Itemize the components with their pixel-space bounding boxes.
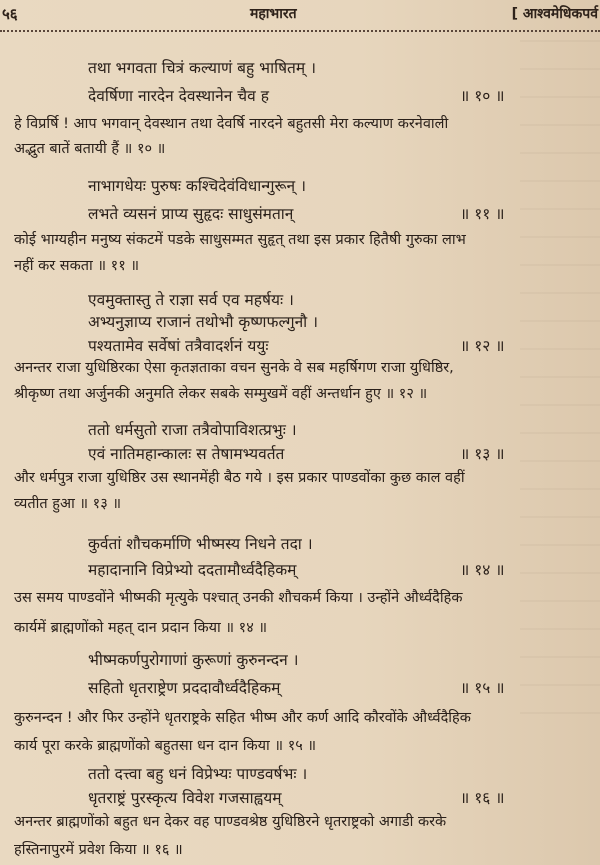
translation-line: अनन्तर ब्राह्मणोंको बहुत धन देकर वह पाण्डवश्रेष्ठ युधिष्ठिरने धृतराष्ट्रको अगाडी करके (14, 814, 447, 830)
translation-line: हे विप्रर्षि ! आप भगवान् देवस्थान तथा देवर्षि नारदने बहुतसी मेरा कल्याण करनेवाली (14, 116, 449, 132)
page-header (0, 0, 600, 30)
verse-number: ॥ १३ ॥ (460, 445, 505, 463)
translation-line: अनन्तर राजा युधिष्ठिरका ऐसा कृतज्ञताका वचन सुनके वे सब महर्षिगण राजा युधिष्ठिर, (14, 360, 454, 376)
verse-number: ॥ १५ ॥ (460, 679, 505, 697)
verse-line: अभ्यनुज्ञाप्य राजानं तथोभौ कृष्णफल्गुनौ । (88, 313, 318, 331)
translation-line: व्यतीत हुआ ॥ १३ ॥ (14, 496, 122, 512)
verse-line: तथा भगवता चित्रं कल्याणं बहु भाषितम् । (88, 59, 316, 77)
translation-line: अद्भुत बातें बतायी हैं ॥ १० ॥ (14, 141, 166, 157)
verse-number: ॥ १४ ॥ (460, 561, 505, 579)
translation-line: हस्तिनापुरमें प्रवेश किया ॥ १६ ॥ (14, 842, 183, 858)
verse-line: नाभागधेयः पुरुषः कश्चिदेवंविधान्गुरून् । (88, 177, 306, 195)
book-title: महाभारत (250, 6, 297, 22)
translation-line: उस समय पाण्डवोंने भीष्मकी मृत्युके पश्चात् उनकी शौचकर्म किया । उन्होंने और्ध्वदैहिक (14, 590, 463, 606)
translation-line: नहीं कर सकता ॥ ११ ॥ (14, 258, 140, 274)
verse-line: महादानानि विप्रेभ्यो ददतामौर्ध्वदैहिकम् (88, 561, 297, 579)
verse-number: ॥ १२ ॥ (460, 337, 505, 355)
section-title: [ आश्वमेधिकपर्व (511, 6, 598, 22)
verse-line: भीष्मकर्णपुरोगाणां कुरूणां कुरुनन्दन । (88, 651, 299, 669)
verse-number: ॥ १० ॥ (460, 87, 505, 105)
verse-line: सहितो धृतराष्ट्रेण प्रददावौर्ध्वदैहिकम् (88, 679, 281, 697)
verse-number: ॥ १६ ॥ (460, 789, 505, 807)
verse-line: देवर्षिणा नारदेन देवस्थानेन चैव ह (88, 87, 269, 105)
translation-line: कोई भाग्यहीन मनुष्य संकटमें पडके साधुसम्मत सुहृत् तथा इस प्रकार हितैषी गुरुका लाभ (14, 232, 466, 248)
translation-line: कार्य पूरा करके ब्राह्मणोंको बहुतसा धन दान किया ॥ १५ ॥ (14, 738, 317, 754)
verse-line: ततो धर्मसुतो राजा तत्रैवोपाविशत्प्रभुः । (88, 421, 297, 439)
verse-line: पश्यतामेव सर्वेषां तत्रैवादर्शनं ययुः (88, 337, 269, 355)
translation-line: कुरुनन्दन ! और फिर उन्होंने धृतराष्ट्रके सहित भीष्म और कर्ण आदि कौरवोंके और्ध्वदैहिक (14, 710, 471, 726)
verse-line: एवमुक्तास्तु ते राज्ञा सर्व एव महर्षयः । (88, 291, 294, 309)
translation-line: कार्यमें ब्राह्मणोंको महत् दान प्रदान किया ॥ १४ ॥ (14, 620, 268, 636)
page-number: ५६ (2, 5, 18, 23)
verse-number: ॥ ११ ॥ (460, 205, 505, 223)
verse-line: धृतराष्ट्रं पुरस्कृत्य विवेश गजसाह्वयम् (88, 789, 282, 807)
translation-line: श्रीकृष्ण तथा अर्जुनकी अनुमति लेकर सबके सम्मुखमें वहीं अन्तर्धान हुए ॥ १२ ॥ (14, 386, 428, 402)
verse-line: ततो दत्त्वा बहु धनं विप्रेभ्यः पाण्डवर्षभः । (88, 765, 308, 783)
translation-line: और धर्मपुत्र राजा युधिष्ठिर उस स्थानमेंही बैठ गये । इस प्रकार पाण्डवोंका कुछ काल वहीं (14, 470, 465, 486)
bleed-through-texture (520, 40, 600, 740)
verse-line: एवं नातिमहान्कालः स तेषामभ्यवर्तत (88, 445, 285, 463)
verse-line: कुर्वतां शौचकर्माणि भीष्मस्य निधने तदा । (88, 535, 313, 553)
header-divider (0, 30, 600, 32)
verse-line: लभते व्यसनं प्राप्य सुहृदः साधुसंमतान् (88, 205, 294, 223)
